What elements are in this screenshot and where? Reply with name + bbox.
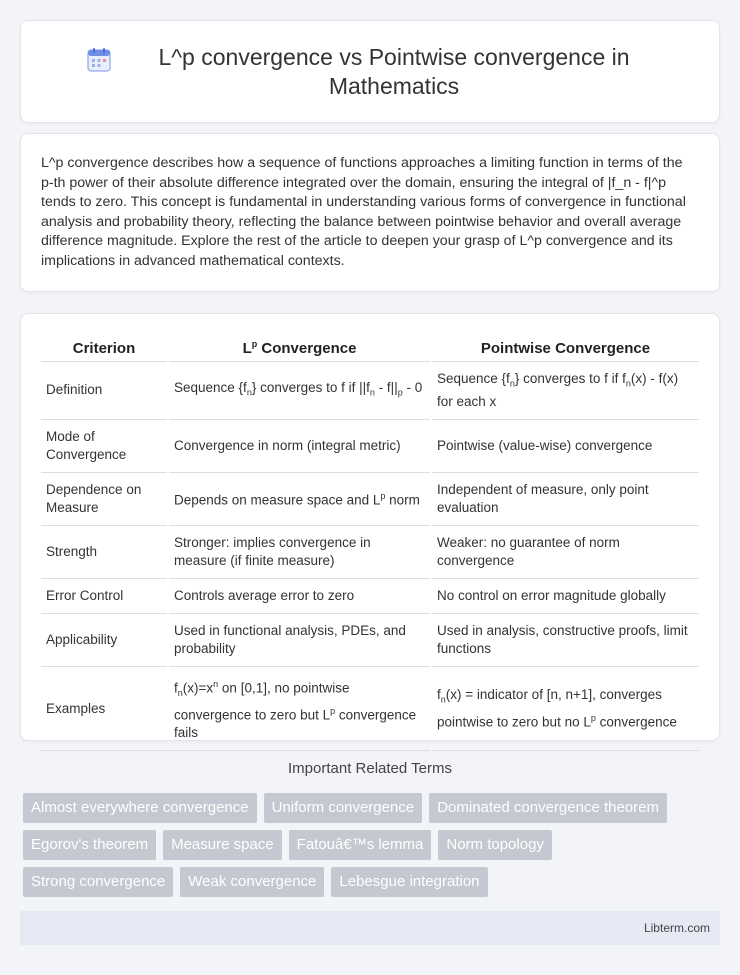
cell-criterion: Mode of Convergence xyxy=(41,420,167,473)
cell-pointwise: Used in analysis, constructive proofs, limit functions xyxy=(432,614,699,667)
cell-pointwise: Weaker: no guarantee of norm convergence xyxy=(432,526,699,579)
header-pointwise: Pointwise Convergence xyxy=(432,335,699,362)
tag-measure-space[interactable]: Measure space xyxy=(163,830,282,860)
related-terms-title: Important Related Terms xyxy=(288,760,452,777)
tag-lebesgue-integration[interactable]: Lebesgue integration xyxy=(331,867,487,897)
tag-fatous-lemma[interactable]: Fatouâ€™s lemma xyxy=(289,830,432,860)
cell-pointwise: $f_n(x)$ = indicator of [n, n+1], converges pointwise to zero but no $L^p$ convergence xyxy=(432,667,699,752)
cell-criterion: Applicability xyxy=(41,614,167,667)
table-row xyxy=(41,526,699,579)
table-row xyxy=(41,579,699,614)
tag-egorovs-theorem[interactable]: Egorov's theorem xyxy=(23,830,156,860)
tag-uniform-convergence[interactable]: Uniform convergence xyxy=(264,793,423,823)
tag-row xyxy=(23,867,723,897)
table-row xyxy=(41,420,699,473)
tag-row xyxy=(23,793,723,823)
tag-row xyxy=(23,830,723,860)
header-lp: $L^p$ Convergence xyxy=(169,335,430,362)
cell-lp: Depends on measure space and $L^p$ norm xyxy=(169,473,430,526)
intro-card xyxy=(20,133,720,292)
cell-criterion: Strength xyxy=(41,526,167,579)
table-row xyxy=(41,473,699,526)
cell-criterion: Error Control xyxy=(41,579,167,614)
tag-almost-everywhere-convergence[interactable]: Almost everywhere convergence xyxy=(23,793,257,823)
header-criterion: Criterion xyxy=(41,335,167,362)
tag-dominated-convergence-theorem[interactable]: Dominated convergence theorem xyxy=(429,793,667,823)
comparison-table xyxy=(39,335,701,751)
cell-lp: Convergence in norm (integral metric) xyxy=(169,420,430,473)
page-title: L^p convergence vs Pointwise convergence in Mathematics xyxy=(158,43,630,99)
header-card xyxy=(20,20,720,123)
footer xyxy=(20,911,720,945)
cell-lp: Used in functional analysis, PDEs, and probability xyxy=(169,614,430,667)
cell-pointwise: Pointwise (value-wise) convergence xyxy=(432,420,699,473)
related-terms xyxy=(23,793,723,904)
comparison-table-card xyxy=(20,313,720,741)
tag-norm-topology[interactable]: Norm topology xyxy=(438,830,552,860)
table-row xyxy=(41,667,699,752)
tag-strong-convergence[interactable]: Strong convergence xyxy=(23,867,173,897)
cell-lp: Sequence $\{f_n\}$ converges to f if $||f_n - f||_p - 0$ xyxy=(169,362,430,420)
cell-criterion: Definition xyxy=(41,362,167,420)
table-row xyxy=(41,614,699,667)
cell-lp: Stronger: implies convergence in measure (if finite measure) xyxy=(169,526,430,579)
cell-lp: Controls average error to zero xyxy=(169,579,430,614)
table-header-row xyxy=(41,335,699,362)
calendar-icon xyxy=(86,47,112,73)
footer-site-link[interactable]: Libterm.com xyxy=(643,921,710,935)
cell-pointwise: No control on error magnitude globally xyxy=(432,579,699,614)
cell-lp: $f_n(x)=x^n$ on [0,1], no pointwise convergence to zero but $L^p$ convergence fails xyxy=(169,667,430,752)
cell-criterion: Dependence on Measure xyxy=(41,473,167,526)
cell-criterion: Examples xyxy=(41,667,167,752)
intro-text: L^p convergence describes how a sequence of functions approaches a limiting function in terms of the p-th power of their absolute difference integrated over the domain, ensuring the integral of |f_n - f|^p tends to zero. This concept is fundamental in understanding various forms of convergence in functional analysis and probability theory, reflecting the balance between pointwise behavior and overall average difference magnitude. Explore the rest of the article to deepen your grasp of L^p convergence and its implications in advanced mathematical contexts. xyxy=(41,155,686,269)
cell-pointwise: Independent of measure, only point evaluation xyxy=(432,473,699,526)
table-row xyxy=(41,362,699,420)
tag-weak-convergence[interactable]: Weak convergence xyxy=(180,867,324,897)
cell-pointwise: Sequence $\{f_n\}$ converges to f if $f_n(x) - f(x)$ for each x xyxy=(432,362,699,420)
